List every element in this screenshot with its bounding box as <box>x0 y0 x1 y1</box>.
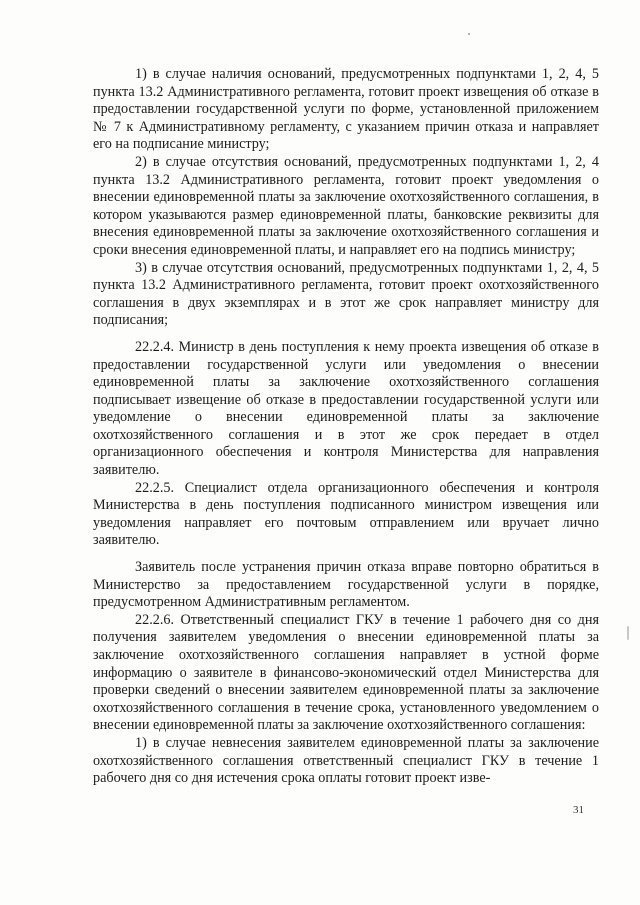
page-number: 31 <box>573 804 584 816</box>
paragraph-8: 1) в случае невнесения заявителем единовременной платы за заключение охотхозяйственного соглашения ответственный специалист ГКУ в течение 1 рабочего дня со дня истечения срока оплаты готовит проект изве- <box>93 734 599 787</box>
document-body <box>93 66 599 788</box>
paragraph-3: 3) в случае отсутствия оснований, предусмотренных подпунктами 1, 2, 4, 5 пункта 13.2 Административного регламента, готовит проект охотхозяйственного соглашения в двух экземплярах и в этот же срок направляет министру для подписания; <box>93 259 599 329</box>
scan-speck <box>627 626 629 640</box>
scan-speck <box>468 33 470 35</box>
paragraph-2: 2) в случае отсутствия оснований, предусмотренных подпунктами 1, 2, 4 пункта 13.2 Административного регламента, готовит проект уведомления о внесении единовременной платы за заключение охотхозяйственного соглашения, в котором указываются размер единовременной платы, банковские реквизиты для внесения единовременной платы за заключение охотхозяйственного соглашения и сроки внесения единовременной платы, и направляет его на подпись министру; <box>93 153 599 258</box>
paragraph-6: Заявитель после устранения причин отказа вправе повторно обратиться в Министерство за предоставлением государственной услуги в порядке, предусмотренном Административным регламентом. <box>93 559 599 611</box>
paragraph-1: 1) в случае наличия оснований, предусмотренных подпунктами 1, 2, 4, 5 пункта 13.2 Административного регламента, готовит проект извещения об отказе в предоставлении государственной услуги по форме, установленной приложением № 7 к Административному регламенту, с указанием причин отказа и направляет его на подписание министру; <box>93 66 599 153</box>
paragraph-4: 22.2.4. Министр в день поступления к нему проекта извещения об отказе в предоставлении государственной услуги или уведомления о внесении единовременной платы за заключение охотхозяйственного соглашения подписывает извещение об отказе в предоставлении государственной услуги или уведомление о внесении единовременной платы за заключение охотхозяйственного соглашения и в этот же срок передает в отдел организационного обеспечения и контроля Министерства для направления заявителю. <box>93 338 599 479</box>
paragraph-7: 22.2.6. Ответственный специалист ГКУ в течение 1 рабочего дня со дня получения заявителем уведомления о внесении единовременной платы за заключение охотхозяйственного соглашения направляет в устной форме информацию о заявителе в финансово-экономический отдел Министерства для проверки сведений о внесении заявителем единовременной платы за заключение охотхозяйственного соглашения в течение срока, установленного уведомлением о внесении единовременной платы за заключение охотхозяйственного соглашения: <box>93 611 599 734</box>
paragraph-5: 22.2.5. Специалист отдела организационного обеспечения и контроля Министерства в день поступления подписанного министром извещения или уведомления направляет его почтовым отправлением или вручает лично заявителю. <box>93 479 599 549</box>
